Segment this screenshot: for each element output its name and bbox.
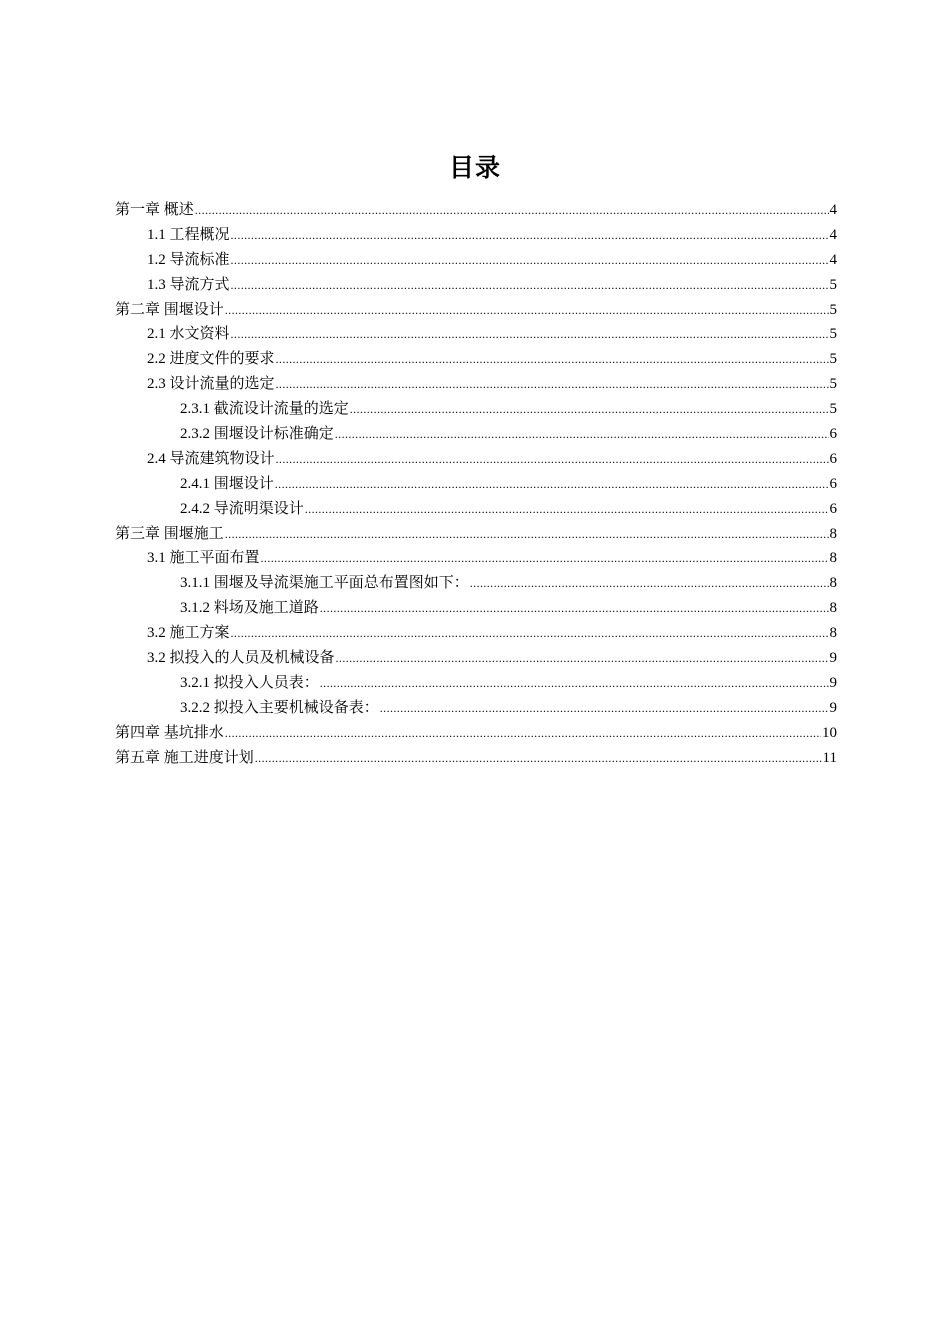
toc-page-number: 4	[829, 202, 837, 218]
toc-page-number: 8	[829, 575, 837, 592]
toc-entry[interactable]	[115, 248, 837, 273]
toc-page-number: 5	[829, 376, 837, 393]
toc-entry-text: 2.4.1 围堰设计	[180, 475, 274, 492]
toc-entry[interactable]	[115, 422, 837, 447]
toc-page-number: 6	[829, 500, 837, 517]
toc-entry[interactable]	[115, 372, 837, 397]
toc-entry-text: 3.1.1 围堰及导流渠施工平面总布置图如下：	[180, 575, 469, 592]
toc-entry[interactable]	[115, 198, 837, 223]
toc-page-number: 10	[822, 724, 837, 741]
toc-dot-leader	[276, 372, 829, 397]
toc-entry[interactable]	[115, 322, 837, 347]
toc-page-number: 5	[829, 351, 837, 368]
toc-entry[interactable]	[115, 721, 837, 746]
toc-dot-leader	[231, 248, 829, 273]
toc-entry-text: 1.1 工程概况	[147, 226, 230, 243]
toc-dot-leader	[276, 447, 829, 472]
toc-dot-leader	[276, 347, 829, 372]
toc-page-number: 5	[829, 276, 837, 293]
toc-entry-text: 3.2.2 拟投入主要机械设备表：	[180, 699, 379, 716]
toc-page-number: 4	[829, 251, 837, 268]
toc-dot-leader	[320, 671, 829, 696]
toc-entry[interactable]	[115, 696, 837, 721]
toc-entry-text: 1.3 导流方式	[147, 276, 230, 293]
toc-entry[interactable]	[115, 646, 837, 671]
toc-entry-text: 3.2 拟投入的人员及机械设备	[147, 650, 335, 667]
toc-page-number: 8	[829, 550, 837, 567]
toc-dot-leader	[335, 422, 829, 447]
toc-entry[interactable]	[115, 347, 837, 372]
toc-entry-text: 第一章 概述	[115, 202, 194, 218]
toc-dot-leader	[380, 696, 829, 721]
toc-dot-leader	[225, 298, 829, 323]
toc-entry-text: 2.3.2 围堰设计标准确定	[180, 426, 334, 443]
toc-dot-leader	[231, 223, 829, 248]
toc-page-number: 5	[829, 401, 837, 418]
toc-entry[interactable]	[115, 746, 837, 771]
toc-dot-leader	[261, 546, 829, 571]
toc-dot-leader	[305, 497, 829, 522]
toc-entry-text: 第二章 围堰设计	[115, 301, 224, 318]
toc-page-number: 9	[829, 674, 837, 691]
toc-entry-text: 1.2 导流标准	[147, 251, 230, 268]
toc-page-number: 6	[829, 450, 837, 467]
toc-dot-leader	[470, 571, 829, 596]
toc-page-number: 6	[829, 426, 837, 443]
page-title: 目录	[448, 153, 501, 182]
toc-page-number: 4	[829, 226, 837, 243]
toc-entry-text: 2.1 水文资料	[147, 326, 230, 343]
toc-entry-text: 2.3 设计流量的选定	[147, 376, 275, 393]
toc-page-number: 5	[829, 326, 837, 343]
toc-entry-text: 第三章 围堰施工	[115, 525, 224, 542]
toc-dot-leader	[225, 721, 821, 746]
toc-dot-leader	[350, 397, 829, 422]
toc-dot-leader	[336, 646, 829, 671]
toc-page-number: 8	[829, 525, 837, 542]
toc-entry-text: 第四章 基坑排水	[115, 724, 224, 741]
toc-page-number: 6	[829, 475, 837, 492]
toc-page-number: 9	[829, 699, 837, 716]
toc-page-number: 8	[829, 625, 837, 642]
toc-dot-leader	[320, 596, 829, 621]
toc-page-number: 11	[822, 749, 837, 766]
toc-dot-leader	[255, 746, 822, 771]
toc-entry-text: 2.4 导流建筑物设计	[147, 450, 275, 467]
toc-entry[interactable]	[115, 273, 837, 298]
toc-page-number: 5	[829, 301, 837, 318]
toc-entry[interactable]	[115, 497, 837, 522]
toc-entry[interactable]	[115, 298, 837, 323]
toc-entry[interactable]	[115, 223, 837, 248]
toc-dot-leader	[195, 198, 829, 223]
toc-entry[interactable]	[115, 472, 837, 497]
toc-entry-text: 3.1.2 料场及施工道路	[180, 600, 319, 617]
toc-entry[interactable]	[115, 596, 837, 621]
toc-entry-text: 3.1 施工平面布置	[147, 550, 260, 567]
toc-entry[interactable]	[115, 522, 837, 547]
toc-dot-leader	[231, 322, 829, 347]
toc-entry-text: 2.2 进度文件的要求	[147, 351, 275, 368]
toc-dot-leader	[225, 522, 829, 547]
toc-entry[interactable]	[115, 671, 837, 696]
toc-entry-text: 3.2 施工方案	[147, 625, 230, 642]
toc-entry[interactable]	[115, 621, 837, 646]
toc-entry[interactable]	[115, 546, 837, 571]
toc-entry-text: 2.3.1 截流设计流量的选定	[180, 401, 349, 418]
toc-dot-leader	[231, 273, 829, 298]
toc-entry-text: 2.4.2 导流明渠设计	[180, 500, 304, 517]
toc-page-number: 9	[829, 650, 837, 667]
toc-dot-leader	[231, 621, 829, 646]
toc-entry[interactable]	[115, 447, 837, 472]
toc-dot-leader	[275, 472, 829, 497]
table-of-contents	[115, 198, 837, 770]
toc-page-number: 8	[829, 600, 837, 617]
toc-entry[interactable]	[115, 571, 837, 596]
toc-entry[interactable]	[115, 397, 837, 422]
toc-entry-text: 第五章 施工进度计划	[115, 749, 254, 766]
toc-entry-text: 3.2.1 拟投入人员表：	[180, 674, 319, 691]
